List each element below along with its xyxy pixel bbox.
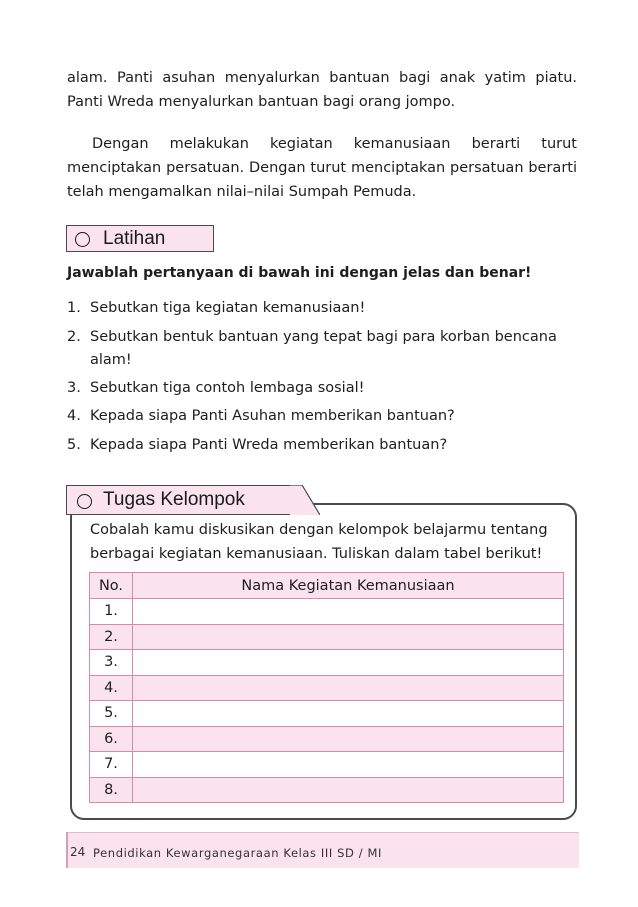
footer-book-title: Pendidikan Kewarganegaraan Kelas III SD / MI [93,846,382,860]
activity-table [89,572,564,803]
circle-bullet-icon [75,232,90,247]
activity-cell [133,624,564,650]
tugas-heading-box [66,485,300,515]
table-row [90,599,564,625]
table-header-row [90,573,564,599]
row-number: 2. [90,624,133,650]
activity-cell [133,599,564,625]
question-number: 4. [67,408,81,424]
activity-cell [133,726,564,752]
row-number: 1. [90,599,133,625]
paragraph-1: alam. Panti asuhan menyalurkan bantuan bagi anak yatim piatu. Panti Wreda menyalurkan bantuan bagi orang jompo. [67,70,577,110]
latihan-heading-box [66,225,214,252]
paragraph-2: Dengan melakukan kegiatan kemanusiaan berarti turut menciptakan persatuan. Dengan turut menciptakan persatuan berarti telah mengamalkan nilai–nilai Sumpah Pemuda. [67,136,577,200]
group-task-text: Cobalah kamu diskusikan dengan kelompok belajarmu tentang berbagai kegiatan kemanusiaan. Tuliskan dalam tabel berikut! [90,522,548,562]
table-row [90,752,564,778]
table-row [90,650,564,676]
question-number: 1. [67,300,81,316]
table-row [90,777,564,803]
latihan-title: Latihan [103,228,166,249]
latihan-instruction: Jawablah pertanyaan di bawah ini dengan jelas dan benar! [67,265,532,281]
table-row [90,701,564,727]
row-number: 4. [90,675,133,701]
question-number: 3. [67,380,81,396]
header-activity-name: Nama Kegiatan Kemanusiaan [133,573,564,599]
activity-cell [133,777,564,803]
question-text: Sebutkan tiga contoh lembaga sosial! [90,380,365,396]
question-number: 2. [67,329,81,345]
table-row [90,675,564,701]
activity-cell [133,675,564,701]
row-number: 6. [90,726,133,752]
activity-cell [133,650,564,676]
table-row [90,624,564,650]
question-text: Sebutkan tiga kegiatan kemanusiaan! [90,300,366,316]
activity-cell [133,752,564,778]
tugas-title: Tugas Kelompok [103,489,245,510]
header-no: No. [90,573,133,599]
row-number: 5. [90,701,133,727]
question-text: Kepada siapa Panti Asuhan memberikan bantuan? [90,408,455,424]
row-number: 7. [90,752,133,778]
question-number: 5. [67,437,81,453]
question-text: Kepada siapa Panti Wreda memberikan bantuan? [90,437,448,453]
circle-bullet-icon [77,494,92,509]
table-row [90,726,564,752]
tugas-heading-corner [290,485,320,515]
row-number: 8. [90,777,133,803]
question-text: Sebutkan bentuk bantuan yang tepat bagi para korban bencana alam! [90,329,557,368]
row-number: 3. [90,650,133,676]
page-number: 24 [70,845,86,859]
activity-cell [133,701,564,727]
